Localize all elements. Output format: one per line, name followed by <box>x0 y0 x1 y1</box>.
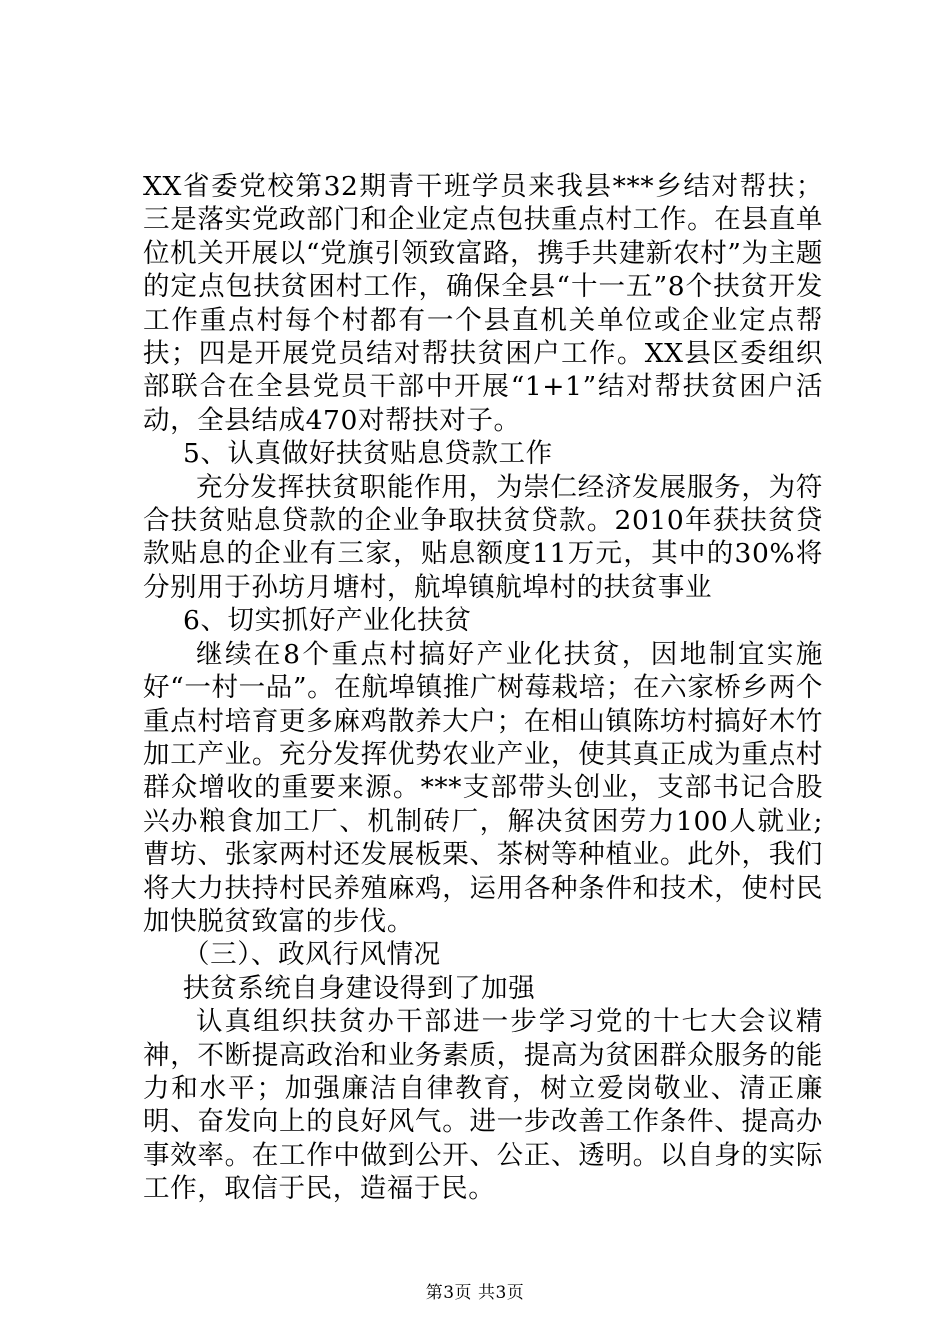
paragraph-self-building: 认真组织扶贫办干部进一步学习党的十七大会议精神，不断提高政治和业务素质，提高为贫困群众服务的能力和水平；加强廉洁自律教育，树立爱岗敬业、清正廉明、奋发向上的良好风气。进一步改善工作条件、提高办事效率。在工作中做到公开、公正、透明。以自身的实际工作，取信于民，造福于民。 <box>143 1006 823 1205</box>
section-heading-5: 5、认真做好扶贫贴息贷款工作 <box>183 438 553 470</box>
paragraph-industrialization: 继续在8个重点村搞好产业化扶贫，因地制宜实施好“一村一品”。在航埠镇推广树莓栽培；在六家桥乡两个重点村培育更多麻鸡散养大户；在相山镇陈坊村搞好木竹加工产业。充分发挥优势农业产业，使其真正成为重点村群众增收的重要来源。***支部带头创业，支部书记合股兴办粮食加工厂、机制砖厂，解决贫困劳力100人就业;曹坊、张家两村还发展板栗、茶树等种植业。此外，我们将大力扶持村民养殖麻鸡，运用各种条件和技术，使村民加快脱贫致富的步伐。 <box>143 638 823 937</box>
paragraph-loan-work: 充分发挥扶贫职能作用，为崇仁经济发展服务，为符合扶贫贴息贷款的企业争取扶贫贷款。2010年获扶贫贷款贴息的企业有三家，贴息额度11万元，其中的30%将分别用于孙坊月塘村，航埠镇航埠村的扶贫事业 <box>143 471 823 603</box>
subheading-self-building: 扶贫系统自身建设得到了加强 <box>183 972 536 1004</box>
paragraph-continuation: XX省委党校第32期青干班学员来我县***乡结对帮扶；三是落实党政部门和企业定点包扶重点村工作。在县直单位机关开展以“党旗引领致富路，携手共建新农村”为主题的定点包扶贫困村工作，确保全县“十一五”8个扶贫开发工作重点村每个村都有一个县直机关单位或企业定点帮扶；四是开展党员结对帮扶贫困户工作。XX县区委组织部联合在全县党员干部中开展“1+1”结对帮扶贫困户活动，全县结成470对帮扶对子。 <box>143 171 823 436</box>
page-footer: 第3页 共3页 <box>425 1283 525 1303</box>
document-body <box>143 170 823 1206</box>
section-heading-6: 6、切实抓好产业化扶贫 <box>183 605 472 637</box>
section-heading-3: （三）、政风行风情况 <box>183 939 441 971</box>
